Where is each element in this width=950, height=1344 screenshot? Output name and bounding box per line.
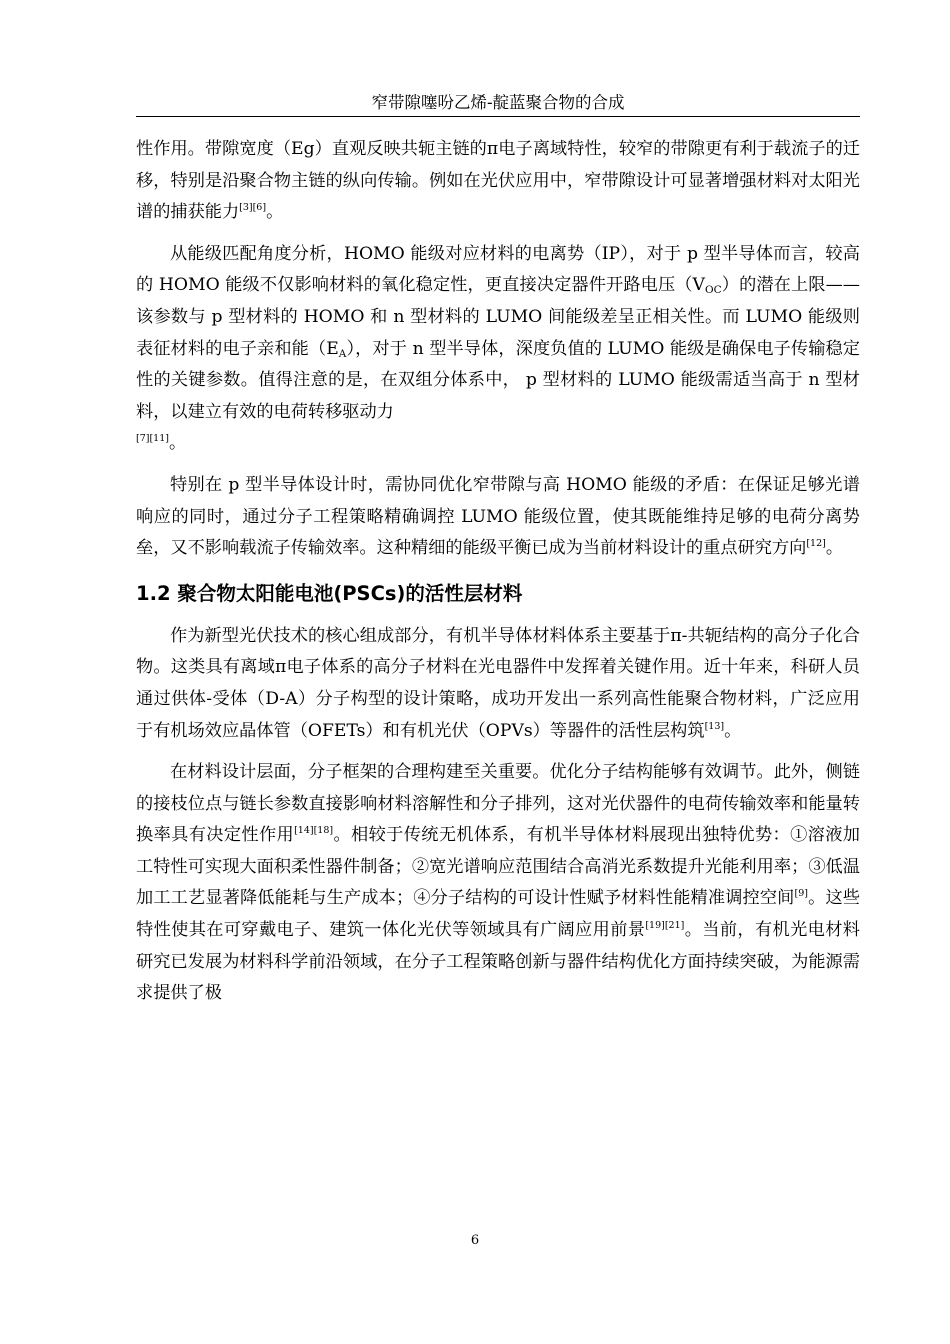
running-header: 窄带隙噻吩乙烯-靛蓝聚合物的合成 — [371, 93, 625, 112]
page-body — [136, 134, 860, 1010]
paragraph-2: 从能级匹配角度分析，HOMO 能级对应材料的电离势（IP），对于 p 型半导体而言，较高的 HOMO 能级不仅影响材料的氧化稳定性，更直接决定器件开路电压$(V_{OC})$的潜在上限——该参数与 p 型材料的 HOMO 和 n 型材料的 LUMO 间能级差呈正相关性。而 LUMO 能级则表征材料的电子亲和能$(E_A)$，对于 n 型半导体，深度负值的 LUMO 能级是确保电子传输稳定性的关键参数。值得注意的是，在双组分体系中， p 型材料的 LUMO 能级需适当高于 n 型材料，以建立有效的电荷转移驱动力 [7][11]。 — [136, 243, 860, 454]
paragraph-5: 在材料设计层面，分子框架的合理构建至关重要。优化分子结构能够有效调节。此外，侧链的接枝位点与链长参数直接影响材料溶解性和分子排列，这对光伏器件的电荷传输效率和能量转换率具有决定性作用[14][18]。相较于传统无机体系，有机半导体材料展现出独特优势：①溶液加工特性可实现大面积柔性器件制备；②宽光谱响应范围结合高消光系数提升光能利用率；③低温加工工艺显著降低能耗与生产成本；④分子结构的可设计性赋予材料性能精准调控空间[9]。这些特性使其在可穿戴电子、建筑一体化光伏等领域具有广阔应用前景[19][21]。当前，有机光电材料研究已发展为材料科学前沿领域，在分子工程策略创新与器件结构优化方面持续突破，为能源需求提供了极 — [136, 762, 860, 1004]
subscript: A — [338, 347, 347, 360]
header-rule — [136, 116, 860, 117]
citation: [9] — [794, 888, 808, 900]
paragraph-4: 作为新型光伏技术的核心组成部分，有机半导体材料体系主要基于π-共轭结构的高分子化合物。这类具有离域π电子体系的高分子材料在光电器件中发挥着关键作用。近十年来，科研人员通过供体-受体（D-A）分子构型的设计策略，成功开发出一系列高性能聚合物材料，广泛应用于有机场效应晶体管（OFETs）和有机光伏（OPVs）等器件的活性层构筑[13]。 — [136, 625, 860, 741]
page-number: 6 — [470, 1233, 480, 1248]
citation: [12] — [806, 538, 826, 550]
subscript: OC — [704, 284, 722, 297]
paragraph-3: 特别在 p 型半导体设计时，需协同优化窄带隙与高 HOMO 能级的矛盾：在保证足够光谱响应的同时，通过分子工程策略精确调控 LUMO 能级位置，使其既能维持足够的电荷分离势垒，又不影响载流子传输效率。这种精细的能级平衡已成为当前材料设计的重点研究方向[12]。 — [136, 474, 860, 559]
paragraph-1-text: 性作用。带隙宽度（Eg）直观反映共轭主链的π电子离域特性，较窄的带隙更有利于载流子的迁移，特别是沿聚合物主链的纵向传输。例如在光伏应用中，窄带隙设计可显著增强材料对太阳光谱的捕获能力 — [136, 139, 860, 223]
citation: [7][11] — [136, 433, 169, 445]
citation: [19][21] — [645, 920, 685, 932]
paragraph-1: 性作用。带隙宽度（Eg）直观反映共轭主链的π电子离域特性，较窄的带隙更有利于载流子的迁移，特别是沿聚合物主链的纵向传输。例如在光伏应用中，窄带隙设计可显著增强材料对太阳光谱的捕获能力[3][6]。 — [136, 139, 860, 223]
section-heading: 1.2 聚合物太阳能电池(PSCs)的活性层材料 — [136, 581, 523, 605]
citation: [3][6] — [239, 202, 267, 214]
citation: [13] — [704, 720, 725, 732]
citation: [14][18] — [294, 825, 334, 837]
